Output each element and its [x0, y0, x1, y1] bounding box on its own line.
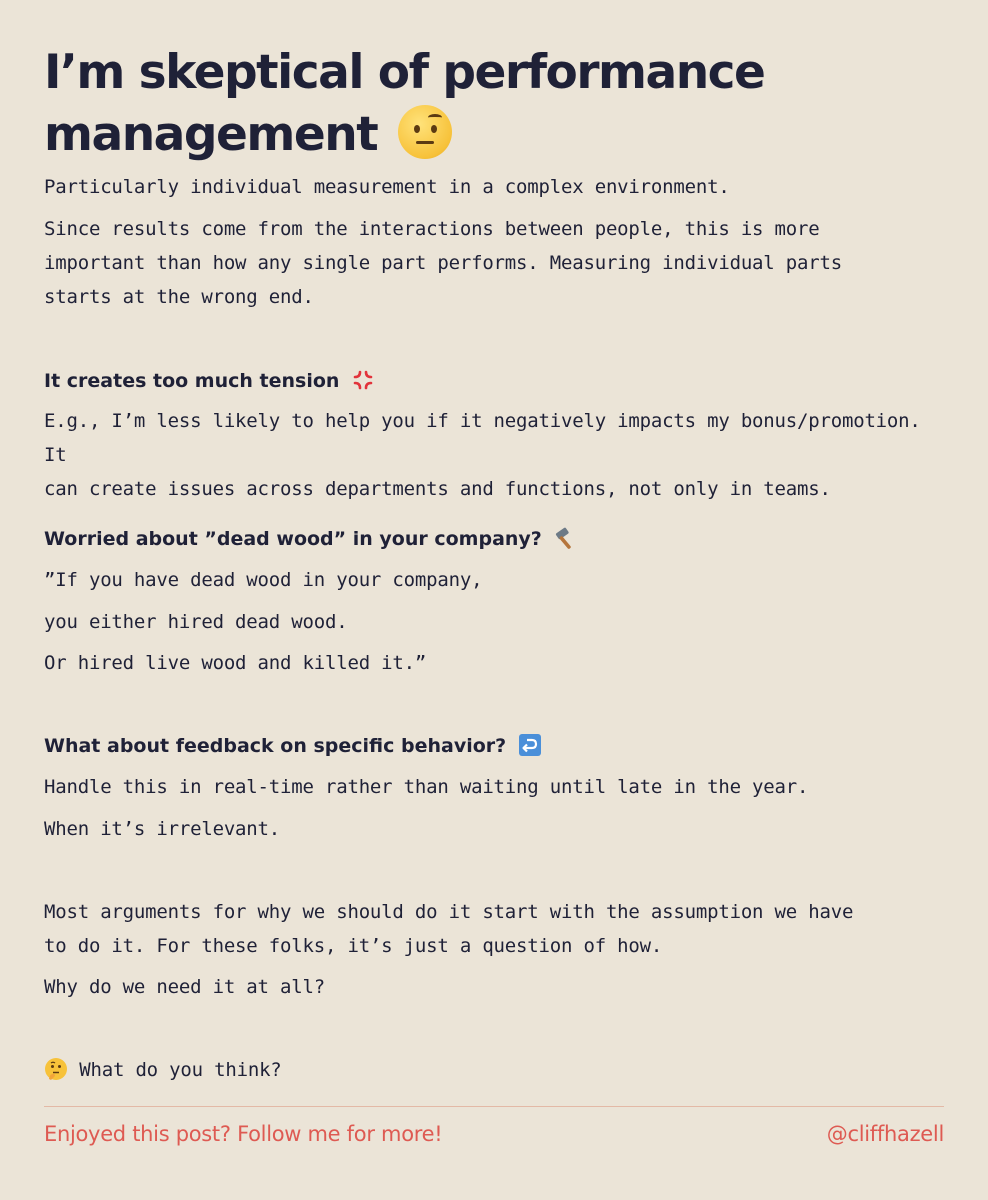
follow-cta-link[interactable]: Enjoyed this post? Follow me for more!	[44, 1122, 443, 1146]
thinking-face-icon	[44, 1057, 68, 1081]
intro-paragraph-1: Particularly individual measurement in a complex environment.	[44, 176, 730, 198]
section-body-dead-wood-3: Or hired live wood and killed it.”	[44, 652, 427, 674]
closing-paragraph: Most arguments for why we should do it start with the assumption we have to do it. For these folks, it’s just a question of how.	[44, 901, 854, 957]
section-body-dead-wood-1: ”If you have dead wood in your company,	[44, 569, 483, 591]
section-heading-dead-wood: Worried about ”dead wood” in your company?	[44, 524, 944, 554]
page-title	[44, 42, 944, 166]
section-body-feedback-1: Handle this in real-time rather than waiting until late in the year.	[44, 776, 809, 798]
intro-paragraph-2: Since results come from the interactions between people, this is more important than how any single part performs. Measuring individual parts starts at the wrong end.	[44, 218, 842, 308]
anger-symbol-icon	[352, 369, 374, 391]
hammer-icon	[554, 527, 578, 549]
section-heading-feedback: What about feedback on specific behavior?	[44, 731, 944, 761]
title-line-2: management	[44, 107, 378, 162]
section-body-tension: E.g., I’m less likely to help you if it negatively impacts my bonus/promotion. It can create issues across departments and functions, not only in teams.	[44, 410, 921, 500]
section-heading-tension: It creates too much tension	[44, 366, 944, 396]
author-handle-link[interactable]: @cliffhazell	[826, 1122, 944, 1146]
section-body-feedback-2: When it’s irrelevant.	[44, 818, 281, 840]
footer-divider	[44, 1106, 944, 1107]
raised-eyebrow-face-icon	[398, 105, 452, 159]
what-do-you-think: What do you think?	[44, 1053, 944, 1087]
title-line-1: I’m skeptical of performance	[44, 45, 765, 100]
return-arrow-icon	[519, 734, 541, 756]
closing-question-line: Why do we need it at all?	[44, 976, 325, 998]
section-body-dead-wood-2: you either hired dead wood.	[44, 611, 348, 633]
